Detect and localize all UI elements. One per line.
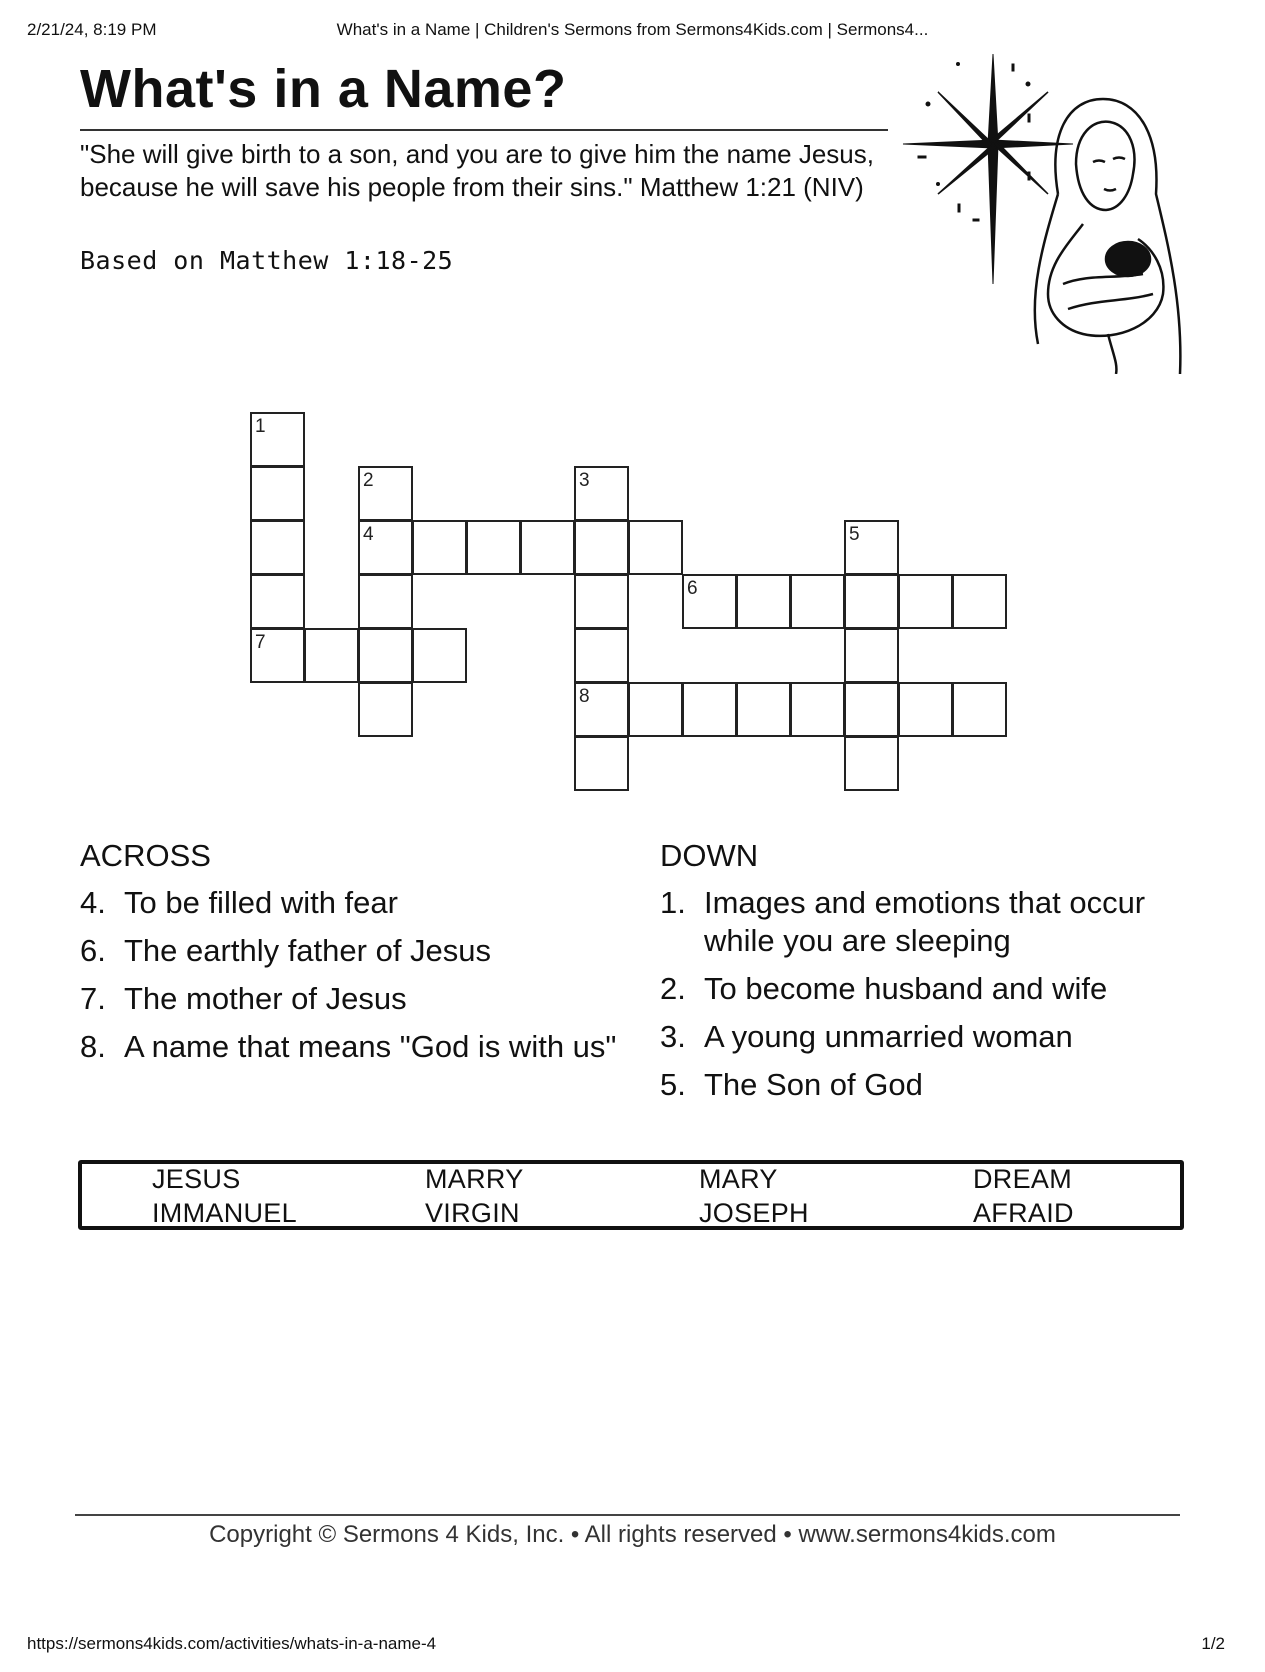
crossword-cell[interactable]	[574, 628, 629, 683]
clue-down-1	[660, 884, 1220, 960]
clue-number: 3.	[660, 1019, 686, 1054]
mary-figure	[1035, 99, 1181, 374]
clue-number: 4.	[80, 885, 106, 920]
clue-text: A name that means "God is with us"	[124, 1029, 617, 1064]
star-icon	[903, 54, 1073, 284]
crossword-cell[interactable]	[736, 682, 791, 737]
word-bank-item: IMMANUEL	[152, 1198, 297, 1228]
crossword-cell[interactable]	[250, 628, 305, 683]
crossword-cell[interactable]	[574, 520, 629, 575]
word-bank-item: JOSEPH	[699, 1198, 809, 1228]
bible-verse: "She will give birth to a son, and you are to give him the name Jesus, because he will save his people from their sins." Matthew 1:21 (NIV)	[80, 139, 874, 202]
print-page-number: 1/2	[1201, 1634, 1225, 1653]
word-bank-item: VIRGIN	[425, 1198, 520, 1228]
print-date: 2/21/24, 8:19 PM	[27, 20, 157, 39]
clue-number: 1.	[660, 885, 686, 920]
across-clues	[80, 838, 620, 1076]
crossword-cell[interactable]	[358, 574, 413, 629]
crossword-cell[interactable]	[736, 574, 791, 629]
clue-number-label: 7	[255, 632, 266, 653]
crossword-cell[interactable]	[358, 682, 413, 737]
crossword-cell[interactable]	[358, 466, 413, 521]
clue-number: 2.	[660, 971, 686, 1006]
crossword-cell[interactable]	[898, 682, 953, 737]
worksheet-title: What's in a Name?	[80, 59, 567, 119]
clue-down-3	[660, 1018, 1220, 1056]
print-url: https://sermons4kids.com/activities/whats-in-a-name-4	[27, 1634, 437, 1653]
down-heading: DOWN	[660, 838, 759, 873]
clue-number-label: 1	[255, 416, 266, 437]
crossword-cell[interactable]	[574, 682, 629, 737]
crossword-cell[interactable]	[358, 628, 413, 683]
crossword-cell[interactable]	[574, 574, 629, 629]
crossword-cell[interactable]	[790, 574, 845, 629]
crossword-cell[interactable]	[304, 628, 359, 683]
clue-text: To be filled with fear	[124, 885, 398, 920]
crossword-cell[interactable]	[898, 574, 953, 629]
crossword-cell[interactable]	[790, 682, 845, 737]
crossword-cell[interactable]	[952, 682, 1007, 737]
crossword-cell[interactable]	[574, 466, 629, 521]
crossword-cell[interactable]	[250, 412, 305, 467]
clue-number: 8.	[80, 1029, 106, 1064]
crossword-cell[interactable]	[250, 574, 305, 629]
crossword-cell[interactable]	[412, 628, 467, 683]
crossword-cell[interactable]	[844, 520, 899, 575]
clue-text: To become husband and wife	[704, 971, 1108, 1006]
clue-number: 5.	[660, 1067, 686, 1102]
clue-number-label: 6	[687, 578, 698, 599]
title-divider	[80, 129, 888, 131]
clue-number-label: 5	[849, 524, 860, 545]
word-bank-item: MARRY	[425, 1164, 524, 1194]
clue-number-label: 3	[579, 470, 590, 491]
clue-across-7	[80, 980, 620, 1018]
down-clues	[660, 838, 1220, 1114]
clue-text: A young unmarried woman	[704, 1019, 1073, 1054]
clue-across-8	[80, 1028, 620, 1066]
clue-number-label: 8	[579, 686, 590, 707]
clue-text: The Son of God	[704, 1067, 923, 1102]
clue-text: The earthly father of Jesus	[124, 933, 492, 968]
crossword-cell[interactable]	[844, 736, 899, 791]
crossword-cell[interactable]	[358, 520, 413, 575]
crossword-cell[interactable]	[466, 520, 521, 575]
crossword-cell[interactable]	[844, 628, 899, 683]
print-page-title: What's in a Name | Children's Sermons from Sermons4Kids.com | Sermons4...	[336, 20, 929, 39]
crossword-cell[interactable]	[952, 574, 1007, 629]
crossword-cell[interactable]	[574, 736, 629, 791]
crossword-cell[interactable]	[844, 682, 899, 737]
crossword-cell[interactable]	[682, 574, 737, 629]
word-bank-item: AFRAID	[973, 1198, 1074, 1228]
crossword-cell[interactable]	[520, 520, 575, 575]
word-bank-item: DREAM	[973, 1164, 1073, 1194]
clue-number: 7.	[80, 981, 106, 1016]
scripture-reference: Based on Matthew 1:18-25	[80, 246, 454, 275]
crossword-cell[interactable]	[682, 682, 737, 737]
clue-number: 6.	[80, 933, 106, 968]
clue-across-4	[80, 884, 620, 922]
clue-text: The mother of Jesus	[124, 981, 407, 1016]
footer-divider	[75, 1514, 1180, 1516]
crossword-cell[interactable]	[250, 466, 305, 521]
clue-down-5	[660, 1066, 1220, 1104]
crossword-cell[interactable]	[250, 520, 305, 575]
crossword-cell[interactable]	[844, 574, 899, 629]
clue-number-label: 4	[363, 524, 374, 545]
crossword-cell[interactable]	[628, 520, 683, 575]
word-bank	[78, 1160, 1184, 1230]
word-bank-item: MARY	[699, 1164, 778, 1194]
clue-across-6	[80, 932, 620, 970]
clue-down-2	[660, 970, 1220, 1008]
word-bank-item: JESUS	[152, 1164, 241, 1194]
mary-and-baby-illustration	[898, 44, 1198, 374]
crossword-cell[interactable]	[628, 682, 683, 737]
clue-number-label: 2	[363, 470, 374, 491]
copyright-notice: Copyright © Sermons 4 Kids, Inc. • All rights reserved • www.sermons4kids.com	[209, 1521, 1056, 1548]
crossword-cell[interactable]	[412, 520, 467, 575]
clue-text: Images and emotions that occur while you are sleeping	[704, 885, 1146, 958]
across-heading: ACROSS	[80, 838, 211, 873]
